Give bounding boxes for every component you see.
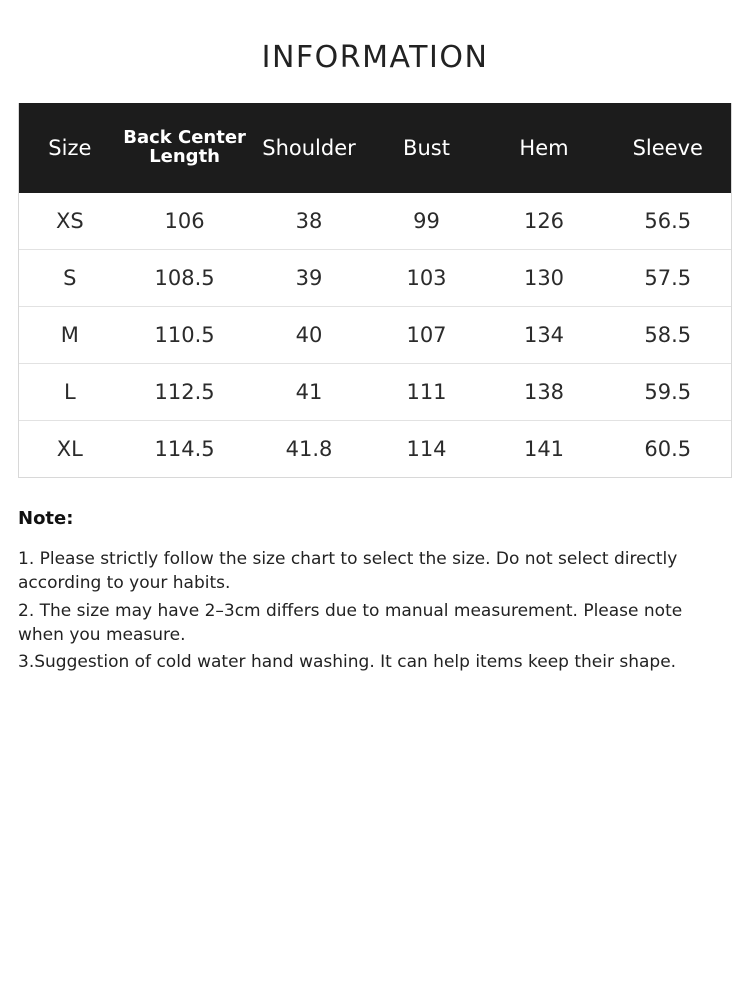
cell-size: M — [19, 307, 121, 364]
table-row — [19, 421, 731, 478]
cell-shoulder: 38 — [249, 193, 370, 250]
table-row — [19, 364, 731, 421]
table-row — [19, 193, 731, 250]
cell-size: XL — [56, 437, 83, 461]
column-header-size: Size — [19, 103, 121, 193]
cell-shoulder: 41 — [249, 364, 370, 421]
column-header-back-center-length — [121, 103, 249, 193]
cell-hem: 130 — [484, 250, 605, 307]
cell-back-center-length: 114.5 — [154, 437, 215, 461]
note-section — [18, 508, 732, 674]
cell-hem: 134 — [484, 307, 605, 364]
cell-bust: 114 — [406, 437, 447, 461]
cell-size: XS — [19, 193, 121, 250]
column-header-shoulder: Shoulder — [249, 103, 370, 193]
table-row — [19, 307, 731, 364]
cell-bust: 103 — [369, 250, 483, 307]
note-line-3: 3.Suggestion of cold water hand washing. It can help items keep their shape. — [18, 651, 677, 672]
size-table — [19, 103, 731, 477]
cell-bust: 107 — [369, 307, 483, 364]
cell-back-center-length: 108.5 — [121, 250, 249, 307]
table-body — [19, 193, 731, 477]
table-header — [19, 103, 731, 193]
cell-size: L — [19, 364, 121, 421]
cell-shoulder: 39 — [249, 250, 370, 307]
cell-size: S — [19, 250, 121, 307]
cell-sleeve: 59.5 — [604, 364, 731, 421]
column-header-back-center-length-line1: Back Center — [123, 127, 246, 149]
size-table-container — [18, 103, 732, 478]
cell-back-center-length: 106 — [121, 193, 249, 250]
column-header-back-center-length-line2: Length — [149, 146, 220, 167]
cell-back-center-length: 112.5 — [121, 364, 249, 421]
note-title: Note: — [18, 508, 74, 529]
cell-sleeve: 60.5 — [644, 437, 692, 461]
cell-hem: 126 — [484, 193, 605, 250]
table-header-row — [19, 103, 731, 193]
cell-shoulder: 40 — [249, 307, 370, 364]
cell-sleeve: 56.5 — [604, 193, 731, 250]
cell-sleeve: 57.5 — [604, 250, 731, 307]
column-header-hem: Hem — [484, 103, 605, 193]
cell-hem: 141 — [523, 437, 565, 461]
table-row — [19, 250, 731, 307]
cell-bust: 111 — [369, 364, 483, 421]
cell-sleeve: 58.5 — [604, 307, 731, 364]
cell-shoulder: 41.8 — [285, 437, 333, 461]
note-line-2: 2. The size may have 2–3cm differs due to manual measurement. Please note when you measure. — [18, 601, 683, 646]
cell-hem: 138 — [484, 364, 605, 421]
note-line-1: 1. Please strictly follow the size chart to select the size. Do not select directly according to your habits. — [18, 549, 678, 594]
column-header-bust: Bust — [369, 103, 483, 193]
cell-back-center-length: 110.5 — [121, 307, 249, 364]
page-title: INFORMATION — [261, 40, 489, 75]
cell-bust: 99 — [369, 193, 483, 250]
column-header-sleeve: Sleeve — [604, 103, 731, 193]
